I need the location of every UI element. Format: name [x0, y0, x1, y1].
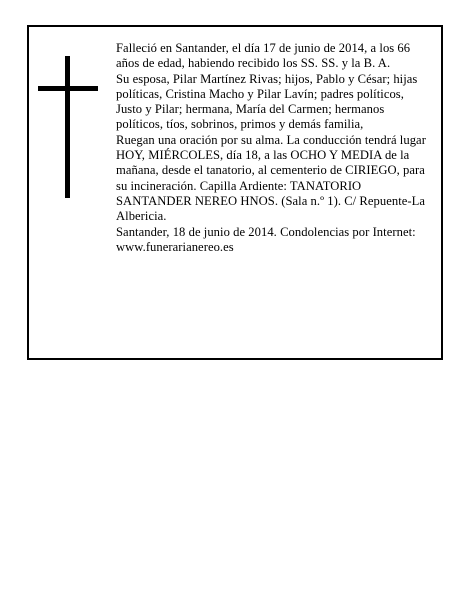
obituary-text: [116, 41, 426, 255]
death-announcement-paragraph: Falleció en Santander, el día 17 de junio de 2014, a los 66 años de edad, habiendo recibido los SS. SS. y la B. A.: [116, 41, 411, 71]
date-condolences-paragraph: Santander, 18 de junio de 2014. Condolencias por Internet: www.funerarianereo.es: [116, 224, 416, 254]
cross-horizontal-bar: [38, 86, 98, 91]
cross-vertical-bar: [65, 56, 70, 198]
service-details-paragraph: Ruegan una oración por su alma. La conducción tendrá lugar HOY, MIÉRCOLES, día 18, a las OCHO Y MEDIA de la mañana, desde el tanatorio, al cementerio de CIRIEGO, para su incineración. Capilla Ardiente: TANATORIO SANTANDER NEREO HNOS. (Sala n.º 1). C/ Repuente-La Albericia.: [116, 132, 426, 224]
obituary-notice: [27, 25, 443, 360]
family-paragraph: Su esposa, Pilar Martínez Rivas; hijos, Pablo y César; hijas políticas, Cristina Macho y Pilar Lavín; padres políticos, Justo y Pilar; hermana, María del Carmen; hermanos políticos, tíos, sobrinos, primos y demás familia,: [116, 71, 418, 132]
cross-icon: [38, 56, 98, 198]
